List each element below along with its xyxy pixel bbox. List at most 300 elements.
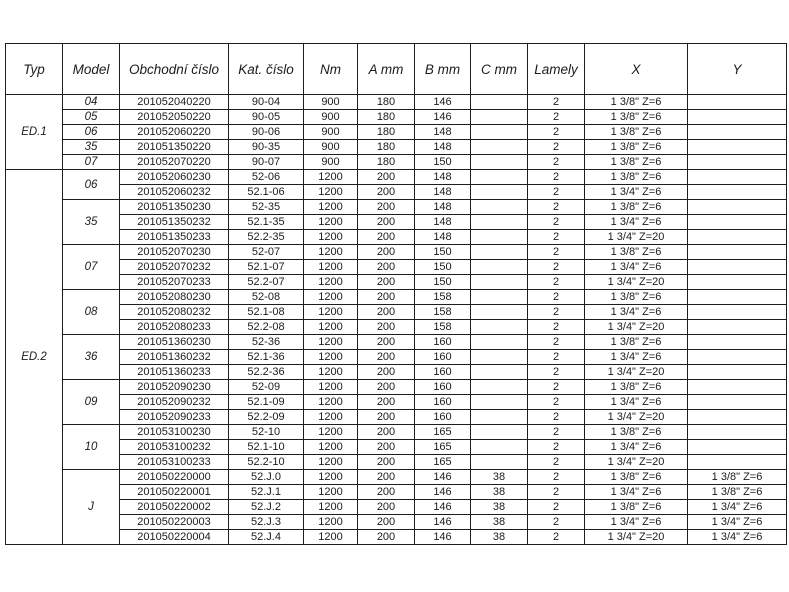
cell-a-mm: 200 [358, 200, 415, 215]
cell-c-mm [471, 125, 528, 140]
cell-nm: 1200 [304, 305, 358, 320]
cell-a-mm: 200 [358, 470, 415, 485]
table-row [6, 140, 787, 155]
table-row [6, 170, 787, 185]
cell-nm: 1200 [304, 350, 358, 365]
cell-b-mm: 146 [415, 485, 471, 500]
cell-a-mm: 200 [358, 320, 415, 335]
cell-nm: 1200 [304, 500, 358, 515]
cell-y: 1 3/4" Z=6 [688, 500, 787, 515]
cell-kat-cislo: 52.2-35 [229, 230, 304, 245]
cell-c-mm [471, 365, 528, 380]
cell-a-mm: 200 [358, 530, 415, 545]
cell-kat-cislo: 52.1-08 [229, 305, 304, 320]
cell-c-mm [471, 320, 528, 335]
table-row [6, 125, 787, 140]
cell-kat-cislo: 90-06 [229, 125, 304, 140]
table-row [6, 155, 787, 170]
cell-y: 1 3/4" Z=6 [688, 530, 787, 545]
cell-a-mm: 200 [358, 245, 415, 260]
cell-obchodni-cislo: 201050220001 [120, 485, 229, 500]
cell-c-mm: 38 [471, 470, 528, 485]
cell-x: 1 3/4" Z=20 [585, 530, 688, 545]
cell-model: 05 [63, 110, 120, 125]
cell-model: 35 [63, 140, 120, 155]
cell-b-mm: 150 [415, 275, 471, 290]
cell-x: 1 3/4" Z=20 [585, 230, 688, 245]
cell-kat-cislo: 52.1-36 [229, 350, 304, 365]
cell-nm: 1200 [304, 485, 358, 500]
cell-x: 1 3/4" Z=20 [585, 320, 688, 335]
cell-lamely: 2 [528, 470, 585, 485]
cell-lamely: 2 [528, 95, 585, 110]
column-header-c-mm: C mm [471, 44, 528, 95]
cell-kat-cislo: 52.2-36 [229, 365, 304, 380]
cell-a-mm: 200 [358, 485, 415, 500]
cell-y [688, 365, 787, 380]
cell-model: 35 [63, 200, 120, 245]
cell-y [688, 290, 787, 305]
cell-nm: 1200 [304, 470, 358, 485]
cell-nm: 1200 [304, 245, 358, 260]
cell-obchodni-cislo: 201051350232 [120, 215, 229, 230]
cell-b-mm: 148 [415, 200, 471, 215]
cell-a-mm: 180 [358, 125, 415, 140]
cell-kat-cislo: 52.1-35 [229, 215, 304, 230]
cell-kat-cislo: 52-07 [229, 245, 304, 260]
cell-lamely: 2 [528, 230, 585, 245]
cell-a-mm: 200 [358, 515, 415, 530]
cell-c-mm [471, 305, 528, 320]
cell-x: 1 3/8" Z=6 [585, 380, 688, 395]
cell-obchodni-cislo: 201051350220 [120, 140, 229, 155]
cell-b-mm: 148 [415, 215, 471, 230]
cell-y [688, 95, 787, 110]
cell-x: 1 3/4" Z=6 [585, 215, 688, 230]
cell-obchodni-cislo: 201052070230 [120, 245, 229, 260]
cell-y [688, 140, 787, 155]
table-row [6, 230, 787, 245]
cell-c-mm [471, 140, 528, 155]
column-header-obchodni-cislo: Obchodní číslo [120, 44, 229, 95]
cell-y [688, 395, 787, 410]
table-row [6, 95, 787, 110]
cell-x: 1 3/8" Z=6 [585, 140, 688, 155]
cell-kat-cislo: 52-35 [229, 200, 304, 215]
cell-obchodni-cislo: 201052090232 [120, 395, 229, 410]
cell-lamely: 2 [528, 380, 585, 395]
table-row [6, 350, 787, 365]
cell-typ: ED.1 [6, 95, 63, 170]
cell-typ: ED.2 [6, 170, 63, 545]
cell-a-mm: 200 [358, 290, 415, 305]
cell-x: 1 3/4" Z=6 [585, 305, 688, 320]
cell-x: 1 3/8" Z=6 [585, 155, 688, 170]
cell-c-mm [471, 155, 528, 170]
cell-a-mm: 200 [358, 365, 415, 380]
cell-obchodni-cislo: 201052040220 [120, 95, 229, 110]
cell-obchodni-cislo: 201052060220 [120, 125, 229, 140]
cell-obchodni-cislo: 201052060230 [120, 170, 229, 185]
cell-kat-cislo: 52.1-10 [229, 440, 304, 455]
cell-a-mm: 200 [358, 260, 415, 275]
cell-lamely: 2 [528, 305, 585, 320]
cell-nm: 900 [304, 95, 358, 110]
cell-kat-cislo: 52.1-07 [229, 260, 304, 275]
cell-model: 10 [63, 425, 120, 470]
cell-lamely: 2 [528, 395, 585, 410]
cell-lamely: 2 [528, 350, 585, 365]
cell-kat-cislo: 52.J.0 [229, 470, 304, 485]
cell-y [688, 335, 787, 350]
cell-c-mm [471, 230, 528, 245]
table-row [6, 440, 787, 455]
cell-model: 36 [63, 335, 120, 380]
cell-a-mm: 200 [358, 185, 415, 200]
cell-b-mm: 148 [415, 140, 471, 155]
cell-y [688, 440, 787, 455]
cell-lamely: 2 [528, 290, 585, 305]
cell-y: 1 3/8" Z=6 [688, 485, 787, 500]
column-header-kat-cislo: Kat. číslo [229, 44, 304, 95]
table-row [6, 380, 787, 395]
table-row [6, 455, 787, 470]
cell-model: 07 [63, 245, 120, 290]
cell-b-mm: 150 [415, 260, 471, 275]
cell-c-mm [471, 440, 528, 455]
cell-y [688, 185, 787, 200]
cell-obchodni-cislo: 201053100232 [120, 440, 229, 455]
cell-a-mm: 200 [358, 305, 415, 320]
cell-x: 1 3/4" Z=6 [585, 185, 688, 200]
cell-lamely: 2 [528, 455, 585, 470]
cell-obchodni-cislo: 201050220000 [120, 470, 229, 485]
cell-y [688, 410, 787, 425]
table-row [6, 395, 787, 410]
table-row [6, 530, 787, 545]
cell-c-mm: 38 [471, 530, 528, 545]
cell-y [688, 260, 787, 275]
cell-kat-cislo: 52.J.2 [229, 500, 304, 515]
cell-x: 1 3/4" Z=6 [585, 260, 688, 275]
cell-nm: 900 [304, 140, 358, 155]
cell-y [688, 110, 787, 125]
cell-lamely: 2 [528, 410, 585, 425]
cell-kat-cislo: 52-36 [229, 335, 304, 350]
cell-nm: 1200 [304, 440, 358, 455]
cell-c-mm: 38 [471, 515, 528, 530]
column-header-a-mm: A mm [358, 44, 415, 95]
cell-model: 04 [63, 95, 120, 110]
cell-y [688, 305, 787, 320]
cell-lamely: 2 [528, 170, 585, 185]
cell-kat-cislo: 52-10 [229, 425, 304, 440]
cell-kat-cislo: 52-06 [229, 170, 304, 185]
cell-nm: 1200 [304, 425, 358, 440]
cell-x: 1 3/8" Z=6 [585, 110, 688, 125]
cell-b-mm: 165 [415, 455, 471, 470]
cell-obchodni-cislo: 201051360232 [120, 350, 229, 365]
table-row [6, 485, 787, 500]
cell-obchodni-cislo: 201051350233 [120, 230, 229, 245]
cell-nm: 900 [304, 125, 358, 140]
cell-kat-cislo: 52.2-09 [229, 410, 304, 425]
cell-c-mm [471, 395, 528, 410]
cell-kat-cislo: 90-04 [229, 95, 304, 110]
table-row [6, 200, 787, 215]
cell-c-mm [471, 455, 528, 470]
cell-b-mm: 165 [415, 425, 471, 440]
cell-y [688, 425, 787, 440]
cell-x: 1 3/4" Z=20 [585, 275, 688, 290]
table-row [6, 320, 787, 335]
cell-x: 1 3/8" Z=6 [585, 425, 688, 440]
cell-y: 1 3/8" Z=6 [688, 470, 787, 485]
cell-a-mm: 200 [358, 440, 415, 455]
cell-b-mm: 158 [415, 320, 471, 335]
cell-c-mm [471, 410, 528, 425]
cell-c-mm [471, 200, 528, 215]
cell-kat-cislo: 52.1-06 [229, 185, 304, 200]
cell-lamely: 2 [528, 140, 585, 155]
cell-c-mm [471, 335, 528, 350]
cell-a-mm: 200 [358, 425, 415, 440]
cell-a-mm: 180 [358, 155, 415, 170]
cell-lamely: 2 [528, 125, 585, 140]
cell-lamely: 2 [528, 215, 585, 230]
column-header-typ: Typ [6, 44, 63, 95]
cell-kat-cislo: 52-09 [229, 380, 304, 395]
cell-y [688, 170, 787, 185]
cell-a-mm: 200 [358, 170, 415, 185]
cell-model: 06 [63, 170, 120, 200]
cell-b-mm: 148 [415, 125, 471, 140]
cell-model: 07 [63, 155, 120, 170]
cell-kat-cislo: 52.J.4 [229, 530, 304, 545]
cell-b-mm: 146 [415, 500, 471, 515]
cell-nm: 1200 [304, 365, 358, 380]
cell-nm: 1200 [304, 380, 358, 395]
cell-x: 1 3/4" Z=20 [585, 455, 688, 470]
table-row [6, 515, 787, 530]
cell-lamely: 2 [528, 200, 585, 215]
cell-nm: 1200 [304, 335, 358, 350]
cell-lamely: 2 [528, 260, 585, 275]
column-header-y: Y [688, 44, 787, 95]
cell-x: 1 3/8" Z=6 [585, 470, 688, 485]
cell-a-mm: 180 [358, 95, 415, 110]
cell-b-mm: 148 [415, 230, 471, 245]
cell-obchodni-cislo: 201052070220 [120, 155, 229, 170]
column-header-x: X [585, 44, 688, 95]
table-row [6, 365, 787, 380]
cell-c-mm [471, 260, 528, 275]
cell-b-mm: 160 [415, 395, 471, 410]
table-row [6, 410, 787, 425]
cell-kat-cislo: 52.2-10 [229, 455, 304, 470]
cell-y [688, 380, 787, 395]
cell-nm: 1200 [304, 185, 358, 200]
cell-nm: 1200 [304, 170, 358, 185]
cell-nm: 1200 [304, 260, 358, 275]
cell-b-mm: 158 [415, 305, 471, 320]
cell-nm: 1200 [304, 200, 358, 215]
cell-nm: 1200 [304, 275, 358, 290]
cell-nm: 900 [304, 155, 358, 170]
cell-b-mm: 165 [415, 440, 471, 455]
cell-y [688, 275, 787, 290]
cell-kat-cislo: 90-07 [229, 155, 304, 170]
table-row [6, 260, 787, 275]
column-header-lamely: Lamely [528, 44, 585, 95]
cell-c-mm [471, 170, 528, 185]
cell-b-mm: 146 [415, 515, 471, 530]
cell-x: 1 3/4" Z=6 [585, 395, 688, 410]
cell-obchodni-cislo: 201051350230 [120, 200, 229, 215]
cell-y [688, 350, 787, 365]
cell-nm: 900 [304, 110, 358, 125]
cell-b-mm: 160 [415, 350, 471, 365]
cell-c-mm [471, 350, 528, 365]
cell-b-mm: 146 [415, 110, 471, 125]
column-header-nm: Nm [304, 44, 358, 95]
cell-lamely: 2 [528, 515, 585, 530]
cell-obchodni-cislo: 201052080230 [120, 290, 229, 305]
cell-a-mm: 200 [358, 500, 415, 515]
cell-kat-cislo: 52.J.1 [229, 485, 304, 500]
cell-x: 1 3/8" Z=6 [585, 95, 688, 110]
cell-a-mm: 200 [358, 215, 415, 230]
cell-kat-cislo: 52.2-07 [229, 275, 304, 290]
cell-lamely: 2 [528, 440, 585, 455]
cell-a-mm: 200 [358, 275, 415, 290]
cell-lamely: 2 [528, 110, 585, 125]
cell-kat-cislo: 52-08 [229, 290, 304, 305]
cell-x: 1 3/8" Z=6 [585, 245, 688, 260]
cell-nm: 1200 [304, 395, 358, 410]
table-row [6, 275, 787, 290]
cell-x: 1 3/8" Z=6 [585, 335, 688, 350]
cell-b-mm: 146 [415, 95, 471, 110]
cell-c-mm [471, 275, 528, 290]
table-row [6, 290, 787, 305]
cell-c-mm [471, 245, 528, 260]
column-header-model: Model [63, 44, 120, 95]
cell-model: J [63, 470, 120, 545]
cell-c-mm: 38 [471, 500, 528, 515]
cell-obchodni-cislo: 201051360233 [120, 365, 229, 380]
cell-obchodni-cislo: 201053100233 [120, 455, 229, 470]
cell-c-mm [471, 290, 528, 305]
cell-obchodni-cislo: 201052050220 [120, 110, 229, 125]
cell-a-mm: 200 [358, 410, 415, 425]
cell-y [688, 245, 787, 260]
header-row [6, 44, 787, 95]
cell-nm: 1200 [304, 320, 358, 335]
cell-obchodni-cislo: 201052090230 [120, 380, 229, 395]
cell-x: 1 3/8" Z=6 [585, 200, 688, 215]
cell-lamely: 2 [528, 365, 585, 380]
cell-y [688, 230, 787, 245]
cell-kat-cislo: 90-05 [229, 110, 304, 125]
cell-b-mm: 146 [415, 470, 471, 485]
cell-x: 1 3/4" Z=20 [585, 365, 688, 380]
table-body [6, 95, 787, 545]
table-row [6, 245, 787, 260]
cell-obchodni-cislo: 201050220002 [120, 500, 229, 515]
cell-a-mm: 200 [358, 455, 415, 470]
cell-b-mm: 160 [415, 365, 471, 380]
cell-a-mm: 180 [358, 110, 415, 125]
cell-a-mm: 180 [358, 140, 415, 155]
cell-x: 1 3/4" Z=6 [585, 485, 688, 500]
cell-x: 1 3/8" Z=6 [585, 125, 688, 140]
cell-x: 1 3/8" Z=6 [585, 170, 688, 185]
cell-nm: 1200 [304, 215, 358, 230]
cell-x: 1 3/4" Z=6 [585, 515, 688, 530]
cell-lamely: 2 [528, 275, 585, 290]
cell-kat-cislo: 52.1-09 [229, 395, 304, 410]
cell-obchodni-cislo: 201053100230 [120, 425, 229, 440]
cell-b-mm: 148 [415, 170, 471, 185]
cell-lamely: 2 [528, 500, 585, 515]
table-row [6, 185, 787, 200]
cell-lamely: 2 [528, 185, 585, 200]
cell-obchodni-cislo: 201050220003 [120, 515, 229, 530]
cell-model: 08 [63, 290, 120, 335]
cell-kat-cislo: 52.2-08 [229, 320, 304, 335]
table-row [6, 500, 787, 515]
table-row [6, 215, 787, 230]
cell-c-mm [471, 110, 528, 125]
table-row [6, 335, 787, 350]
cell-c-mm [471, 95, 528, 110]
cell-b-mm: 146 [415, 530, 471, 545]
cell-nm: 1200 [304, 515, 358, 530]
cell-b-mm: 160 [415, 380, 471, 395]
cell-c-mm [471, 425, 528, 440]
cell-lamely: 2 [528, 335, 585, 350]
cell-kat-cislo: 52.J.3 [229, 515, 304, 530]
cell-obchodni-cislo: 201051360230 [120, 335, 229, 350]
table-header [6, 44, 787, 95]
cell-a-mm: 200 [358, 395, 415, 410]
cell-b-mm: 148 [415, 185, 471, 200]
cell-obchodni-cislo: 201050220004 [120, 530, 229, 545]
cell-x: 1 3/8" Z=6 [585, 500, 688, 515]
cell-nm: 1200 [304, 455, 358, 470]
cell-b-mm: 160 [415, 335, 471, 350]
cell-nm: 1200 [304, 230, 358, 245]
cell-x: 1 3/8" Z=6 [585, 290, 688, 305]
cell-y [688, 155, 787, 170]
cell-obchodni-cislo: 201052080232 [120, 305, 229, 320]
cell-lamely: 2 [528, 245, 585, 260]
product-spec-table [5, 43, 787, 545]
cell-nm: 1200 [304, 530, 358, 545]
cell-x: 1 3/4" Z=6 [585, 350, 688, 365]
cell-kat-cislo: 90-35 [229, 140, 304, 155]
cell-model: 09 [63, 380, 120, 425]
cell-y [688, 320, 787, 335]
cell-lamely: 2 [528, 320, 585, 335]
cell-c-mm: 38 [471, 485, 528, 500]
column-header-b-mm: B mm [415, 44, 471, 95]
cell-y [688, 125, 787, 140]
table-row [6, 305, 787, 320]
cell-obchodni-cislo: 201052090233 [120, 410, 229, 425]
cell-y [688, 215, 787, 230]
